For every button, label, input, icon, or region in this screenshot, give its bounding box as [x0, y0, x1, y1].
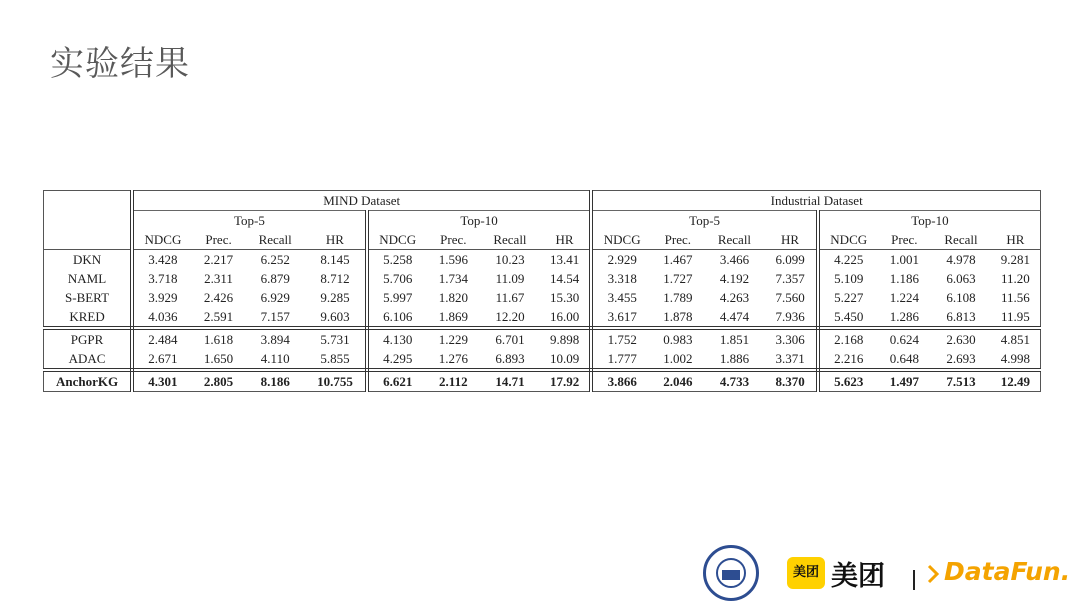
table-cell: 1.186: [889, 271, 919, 286]
table-cell: 11.09: [495, 271, 525, 286]
header-mind-top10: Top-10: [367, 211, 592, 231]
table-cell: 4.192: [719, 271, 750, 286]
table-cell: 12.20: [480, 307, 540, 328]
table-cell: 2.671: [132, 349, 192, 370]
table-cell: 6.106: [367, 307, 427, 328]
logo-separator: [913, 570, 915, 590]
metric-header: Recall: [245, 230, 305, 250]
table-cell: 14.54: [540, 269, 592, 288]
table-cell: 1.002: [651, 349, 705, 370]
table-cell: 13.41: [540, 250, 592, 270]
table-row: [44, 250, 1041, 270]
table-cell: 4.978: [946, 252, 976, 267]
university-seal-logo: [703, 545, 759, 601]
table-row: [44, 349, 1041, 370]
table-cell: 11.20: [991, 269, 1041, 288]
header-mind-dataset: MIND Dataset: [132, 191, 591, 211]
table-cell: 10.09: [540, 349, 592, 370]
metric-header: HR: [764, 230, 818, 250]
table-cell: 6.108: [946, 290, 976, 305]
table-cell: 17.92: [540, 370, 592, 392]
table-cell: 2.484: [148, 332, 178, 347]
table-cell: 2.168: [834, 332, 864, 347]
metric-header: NDCG: [818, 230, 878, 250]
table-cell: 1.886: [705, 349, 765, 370]
table-cell: 2.426: [203, 290, 234, 305]
footer-logos: [700, 540, 1070, 600]
table-cell: 5.997: [383, 290, 413, 305]
table-cell: 2.311: [204, 271, 233, 286]
table-cell: 4.851: [991, 328, 1041, 349]
table-cell: 4.733: [705, 370, 765, 392]
table-cell: 10.23: [495, 252, 525, 267]
table-cell: 6.252: [260, 252, 290, 267]
page-title: 实验结果: [50, 44, 190, 84]
table-cell: 1.001: [889, 252, 919, 267]
table-cell: 7.513: [931, 370, 991, 392]
table-cell: 2.929: [607, 252, 637, 267]
model-name: NAML: [44, 269, 133, 288]
table-cell: 4.036: [132, 307, 192, 328]
table-cell: 6.621: [367, 370, 427, 392]
table-cell: 6.063: [946, 271, 976, 286]
table-cell: 5.623: [818, 370, 878, 392]
table-cell: 5.731: [305, 328, 367, 349]
results-table: [43, 190, 1041, 392]
table-row: [44, 269, 1041, 288]
table-cell: 4.998: [991, 349, 1041, 370]
table-cell: 3.455: [607, 290, 637, 305]
table-cell: 3.929: [148, 290, 178, 305]
table-cell: 3.466: [719, 252, 750, 267]
table-cell: 1.851: [719, 332, 750, 347]
metric-header: Recall: [480, 230, 540, 250]
datafun-logo-text: DataFun.: [944, 557, 1071, 586]
header-industrial-top5: Top-5: [591, 211, 818, 231]
table-cell: 8.186: [245, 370, 305, 392]
table-cell: 5.450: [818, 307, 878, 328]
table-cell: 1.650: [192, 349, 246, 370]
table-cell: 1.878: [651, 307, 705, 328]
metric-header: NDCG: [367, 230, 427, 250]
table-cell: 2.591: [192, 307, 246, 328]
meituan-badge-logo: 美团: [787, 557, 825, 589]
table-cell: 6.929: [260, 290, 290, 305]
table-row: [44, 370, 1041, 392]
table-cell: 14.71: [480, 370, 540, 392]
table-cell: 6.099: [764, 250, 818, 270]
meituan-logo-text: 美团: [831, 561, 885, 592]
table-cell: 7.157: [245, 307, 305, 328]
header-row-metrics: [44, 230, 1041, 250]
table-cell: 7.357: [764, 269, 818, 288]
table-cell: 2.217: [203, 252, 234, 267]
metric-header: HR: [991, 230, 1041, 250]
table-cell: 9.603: [305, 307, 367, 328]
table-cell: 1.229: [438, 332, 468, 347]
table-cell: 6.701: [495, 332, 525, 347]
table-cell: 5.855: [305, 349, 367, 370]
header-row-topk: [44, 211, 1041, 231]
table-cell: 4.474: [705, 307, 765, 328]
table-cell: 4.301: [132, 370, 192, 392]
table-cell: 4.130: [383, 332, 413, 347]
table-cell: 6.813: [931, 307, 991, 328]
table-cell: 2.216: [818, 349, 878, 370]
metric-header: Recall: [931, 230, 991, 250]
table-cell: 11.95: [991, 307, 1041, 328]
table-cell: 1.497: [878, 370, 932, 392]
table-cell: 3.894: [260, 332, 290, 347]
table-cell: 0.624: [889, 332, 919, 347]
table-cell: 1.467: [663, 252, 693, 267]
table-cell: 9.898: [540, 328, 592, 349]
metric-header: Prec.: [192, 230, 246, 250]
table-cell: 7.560: [764, 288, 818, 307]
table-cell: 3.318: [607, 271, 637, 286]
table-row: [44, 328, 1041, 349]
table-cell: 2.805: [192, 370, 246, 392]
table-cell: 9.285: [305, 288, 367, 307]
table-cell: 4.110: [245, 349, 305, 370]
table-cell: 1.777: [591, 349, 651, 370]
table-cell: 7.936: [764, 307, 818, 328]
table-cell: 2.046: [651, 370, 705, 392]
header-industrial-dataset: Industrial Dataset: [591, 191, 1040, 211]
table-cell: 8.370: [764, 370, 818, 392]
table-cell: 0.648: [878, 349, 932, 370]
model-name: PGPR: [44, 328, 133, 349]
table-cell: 4.295: [367, 349, 427, 370]
table-cell: 1.734: [438, 271, 468, 286]
table-cell: 3.371: [764, 349, 818, 370]
table-cell: 1.752: [607, 332, 637, 347]
metric-header: Prec.: [878, 230, 932, 250]
table-cell: 1.820: [438, 290, 468, 305]
table-cell: 2.630: [946, 332, 976, 347]
table-cell: 1.276: [427, 349, 481, 370]
metric-header: HR: [305, 230, 367, 250]
table-cell: 11.67: [495, 290, 525, 305]
table-cell: 1.869: [427, 307, 481, 328]
table-cell: 12.49: [991, 370, 1041, 392]
table-cell: 9.281: [991, 250, 1041, 270]
table-cell: 10.755: [305, 370, 367, 392]
table-cell: 1.618: [203, 332, 234, 347]
model-name: ADAC: [44, 349, 133, 370]
table-cell: 3.718: [148, 271, 178, 286]
table-cell: 0.983: [663, 332, 693, 347]
header-mind-top5: Top-5: [132, 211, 367, 231]
table-cell: 11.56: [991, 288, 1041, 307]
table-cell: 1.789: [663, 290, 693, 305]
model-name: S-BERT: [44, 288, 133, 307]
table-cell: 5.706: [383, 271, 413, 286]
table-cell: 15.30: [540, 288, 592, 307]
header-industrial-top10: Top-10: [818, 211, 1041, 231]
model-name: AnchorKG: [44, 370, 133, 392]
table-cell: 6.879: [260, 271, 290, 286]
table-cell: 1.286: [878, 307, 932, 328]
table-cell: 16.00: [540, 307, 592, 328]
table-cell: 3.617: [591, 307, 651, 328]
table-cell: 5.258: [383, 252, 413, 267]
metric-header: Prec.: [427, 230, 481, 250]
metric-header: Recall: [705, 230, 765, 250]
table-cell: 3.428: [148, 252, 178, 267]
metric-header: NDCG: [591, 230, 651, 250]
metric-header: HR: [540, 230, 592, 250]
table-cell: 6.893: [480, 349, 540, 370]
table-cell: 3.866: [591, 370, 651, 392]
table-cell: 4.225: [834, 252, 864, 267]
table-row: [44, 307, 1041, 328]
model-name: KRED: [44, 307, 133, 328]
table-cell: 2.112: [427, 370, 481, 392]
table-cell: 2.693: [931, 349, 991, 370]
table-cell: 4.263: [719, 290, 750, 305]
table-cell: 1.224: [889, 290, 919, 305]
table-cell: 1.727: [663, 271, 693, 286]
table-cell: 8.712: [305, 269, 367, 288]
metric-header: Prec.: [651, 230, 705, 250]
table-cell: 5.109: [834, 271, 864, 286]
model-name: DKN: [44, 250, 133, 270]
table-cell: 8.145: [305, 250, 367, 270]
table-row: [44, 288, 1041, 307]
table-cell: 5.227: [834, 290, 864, 305]
table-cell: 3.306: [764, 328, 818, 349]
table-cell: 1.596: [438, 252, 468, 267]
metric-header: NDCG: [132, 230, 192, 250]
header-row-datasets: [44, 191, 1041, 211]
